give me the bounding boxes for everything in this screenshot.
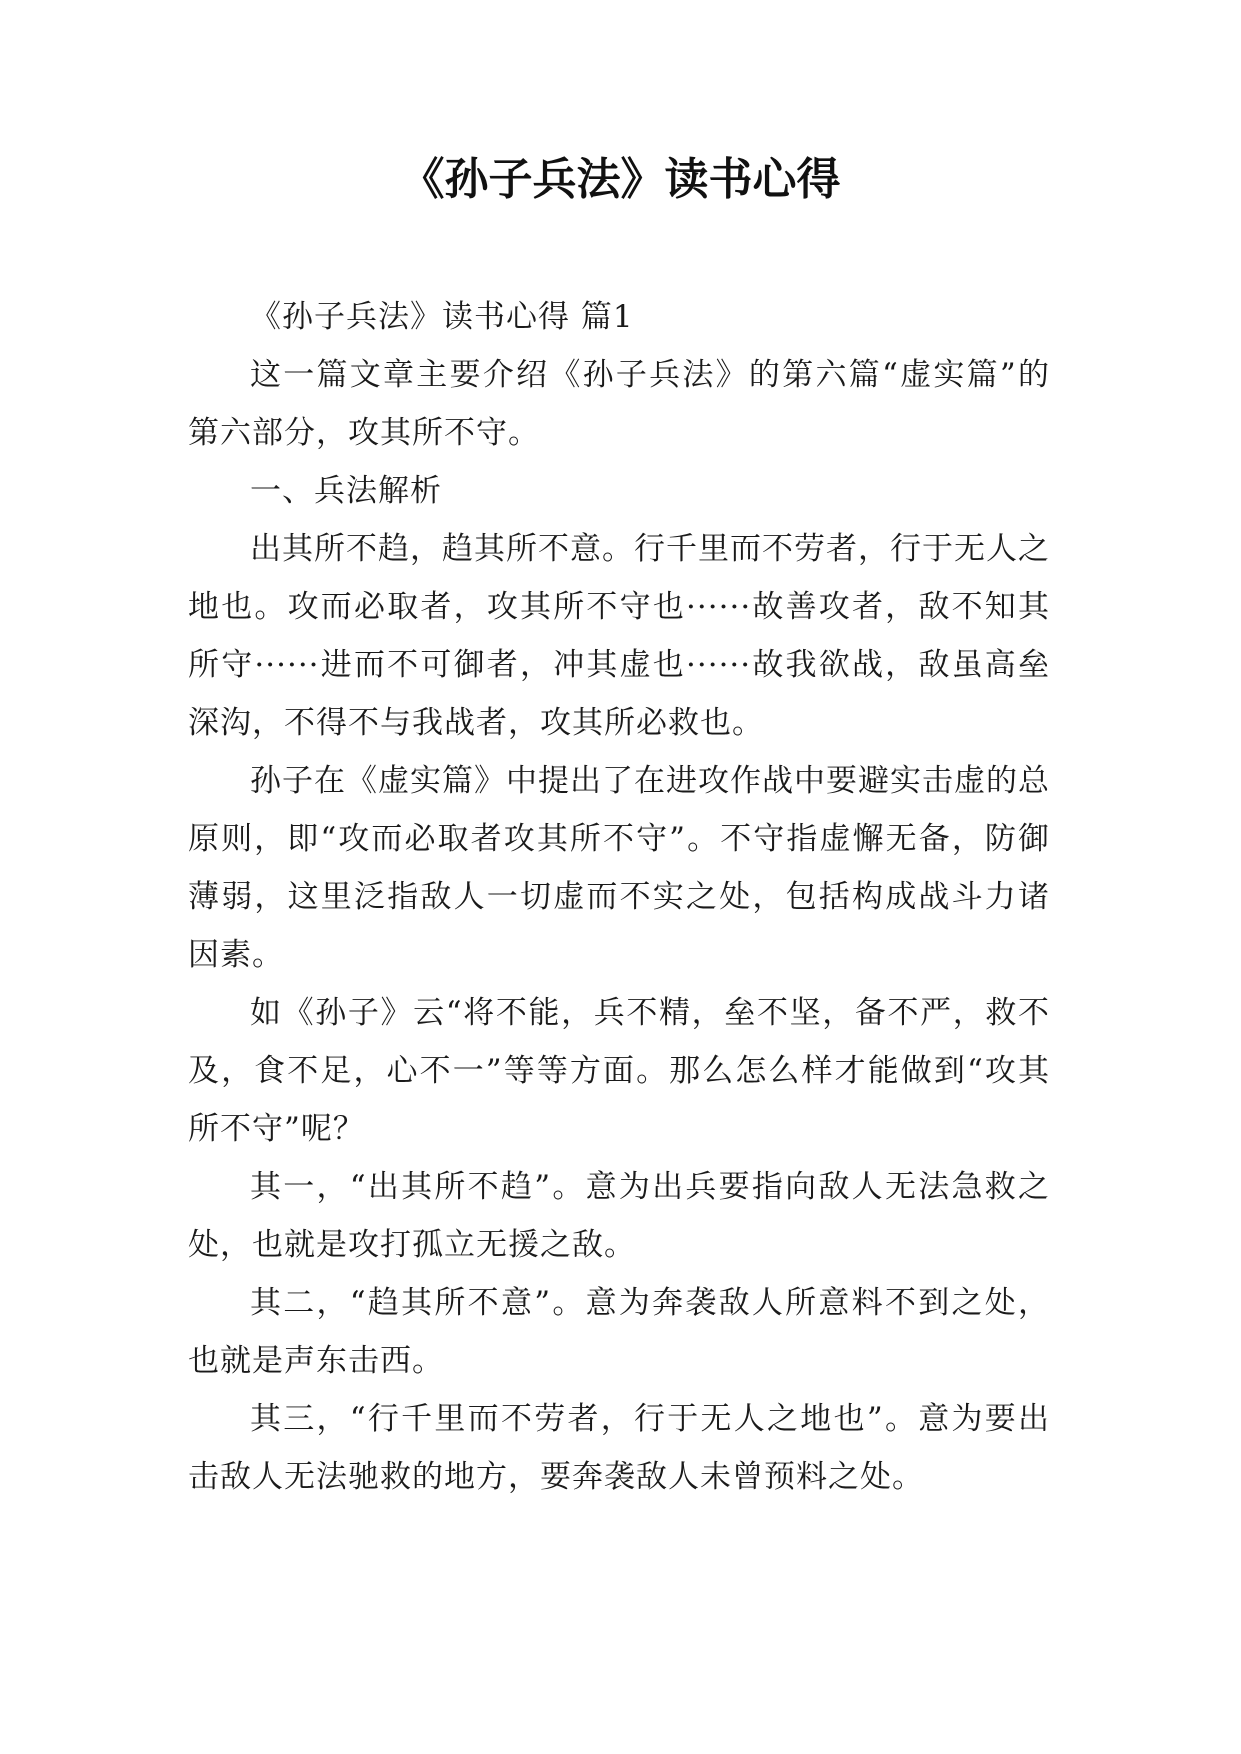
document-title: 《孙子兵法》读书心得 bbox=[400, 154, 841, 205]
body-paragraph: 孙子在《虚实篇》中提出了在进攻作战中要避实击虚的总原则，即“攻而必取者攻其所不守”。不守指虚懈无备，防御薄弱，这里泛指敌人一切虚而不实之处，包括构成战斗力诸因素。 bbox=[188, 763, 1050, 973]
subsection-heading: 一、兵法解析 bbox=[250, 473, 442, 509]
quote-paragraph: 出其所不趋，趋其所不意。行千里而不劳者，行于无人之地也。攻而必取者，攻其所不守也······故善攻者，敌不知其所守······进而不可御者，冲其虚也······故我欲战，敌虽高垒深沟，不得不与我战者，攻其所必救也。 bbox=[188, 531, 1050, 741]
point-paragraph: 其一，“出其所不趋”。意为出兵要指向敌人无法急救之处，也就是攻打孤立无援之敌。 bbox=[188, 1169, 1050, 1263]
intro-paragraph: 这一篇文章主要介绍《孙子兵法》的第六篇“虚实篇”的第六部分，攻其所不守。 bbox=[188, 357, 1050, 451]
body-paragraph: 如《孙子》云“将不能，兵不精，垒不坚，备不严，救不及，食不足，心不一”等等方面。那么怎么样才能做到“攻其所不守”呢？ bbox=[188, 995, 1050, 1147]
point-paragraph: 其三，“行千里而不劳者，行于无人之地也”。意为要出击敌人无法驰救的地方，要奔袭敌人未曾预料之处。 bbox=[188, 1401, 1050, 1495]
document-body bbox=[188, 288, 1050, 1506]
section-heading: 《孙子兵法》读书心得 篇1 bbox=[250, 299, 634, 335]
point-paragraph: 其二，“趋其所不意”。意为奔袭敌人所意料不到之处，也就是声东击西。 bbox=[188, 1285, 1050, 1379]
